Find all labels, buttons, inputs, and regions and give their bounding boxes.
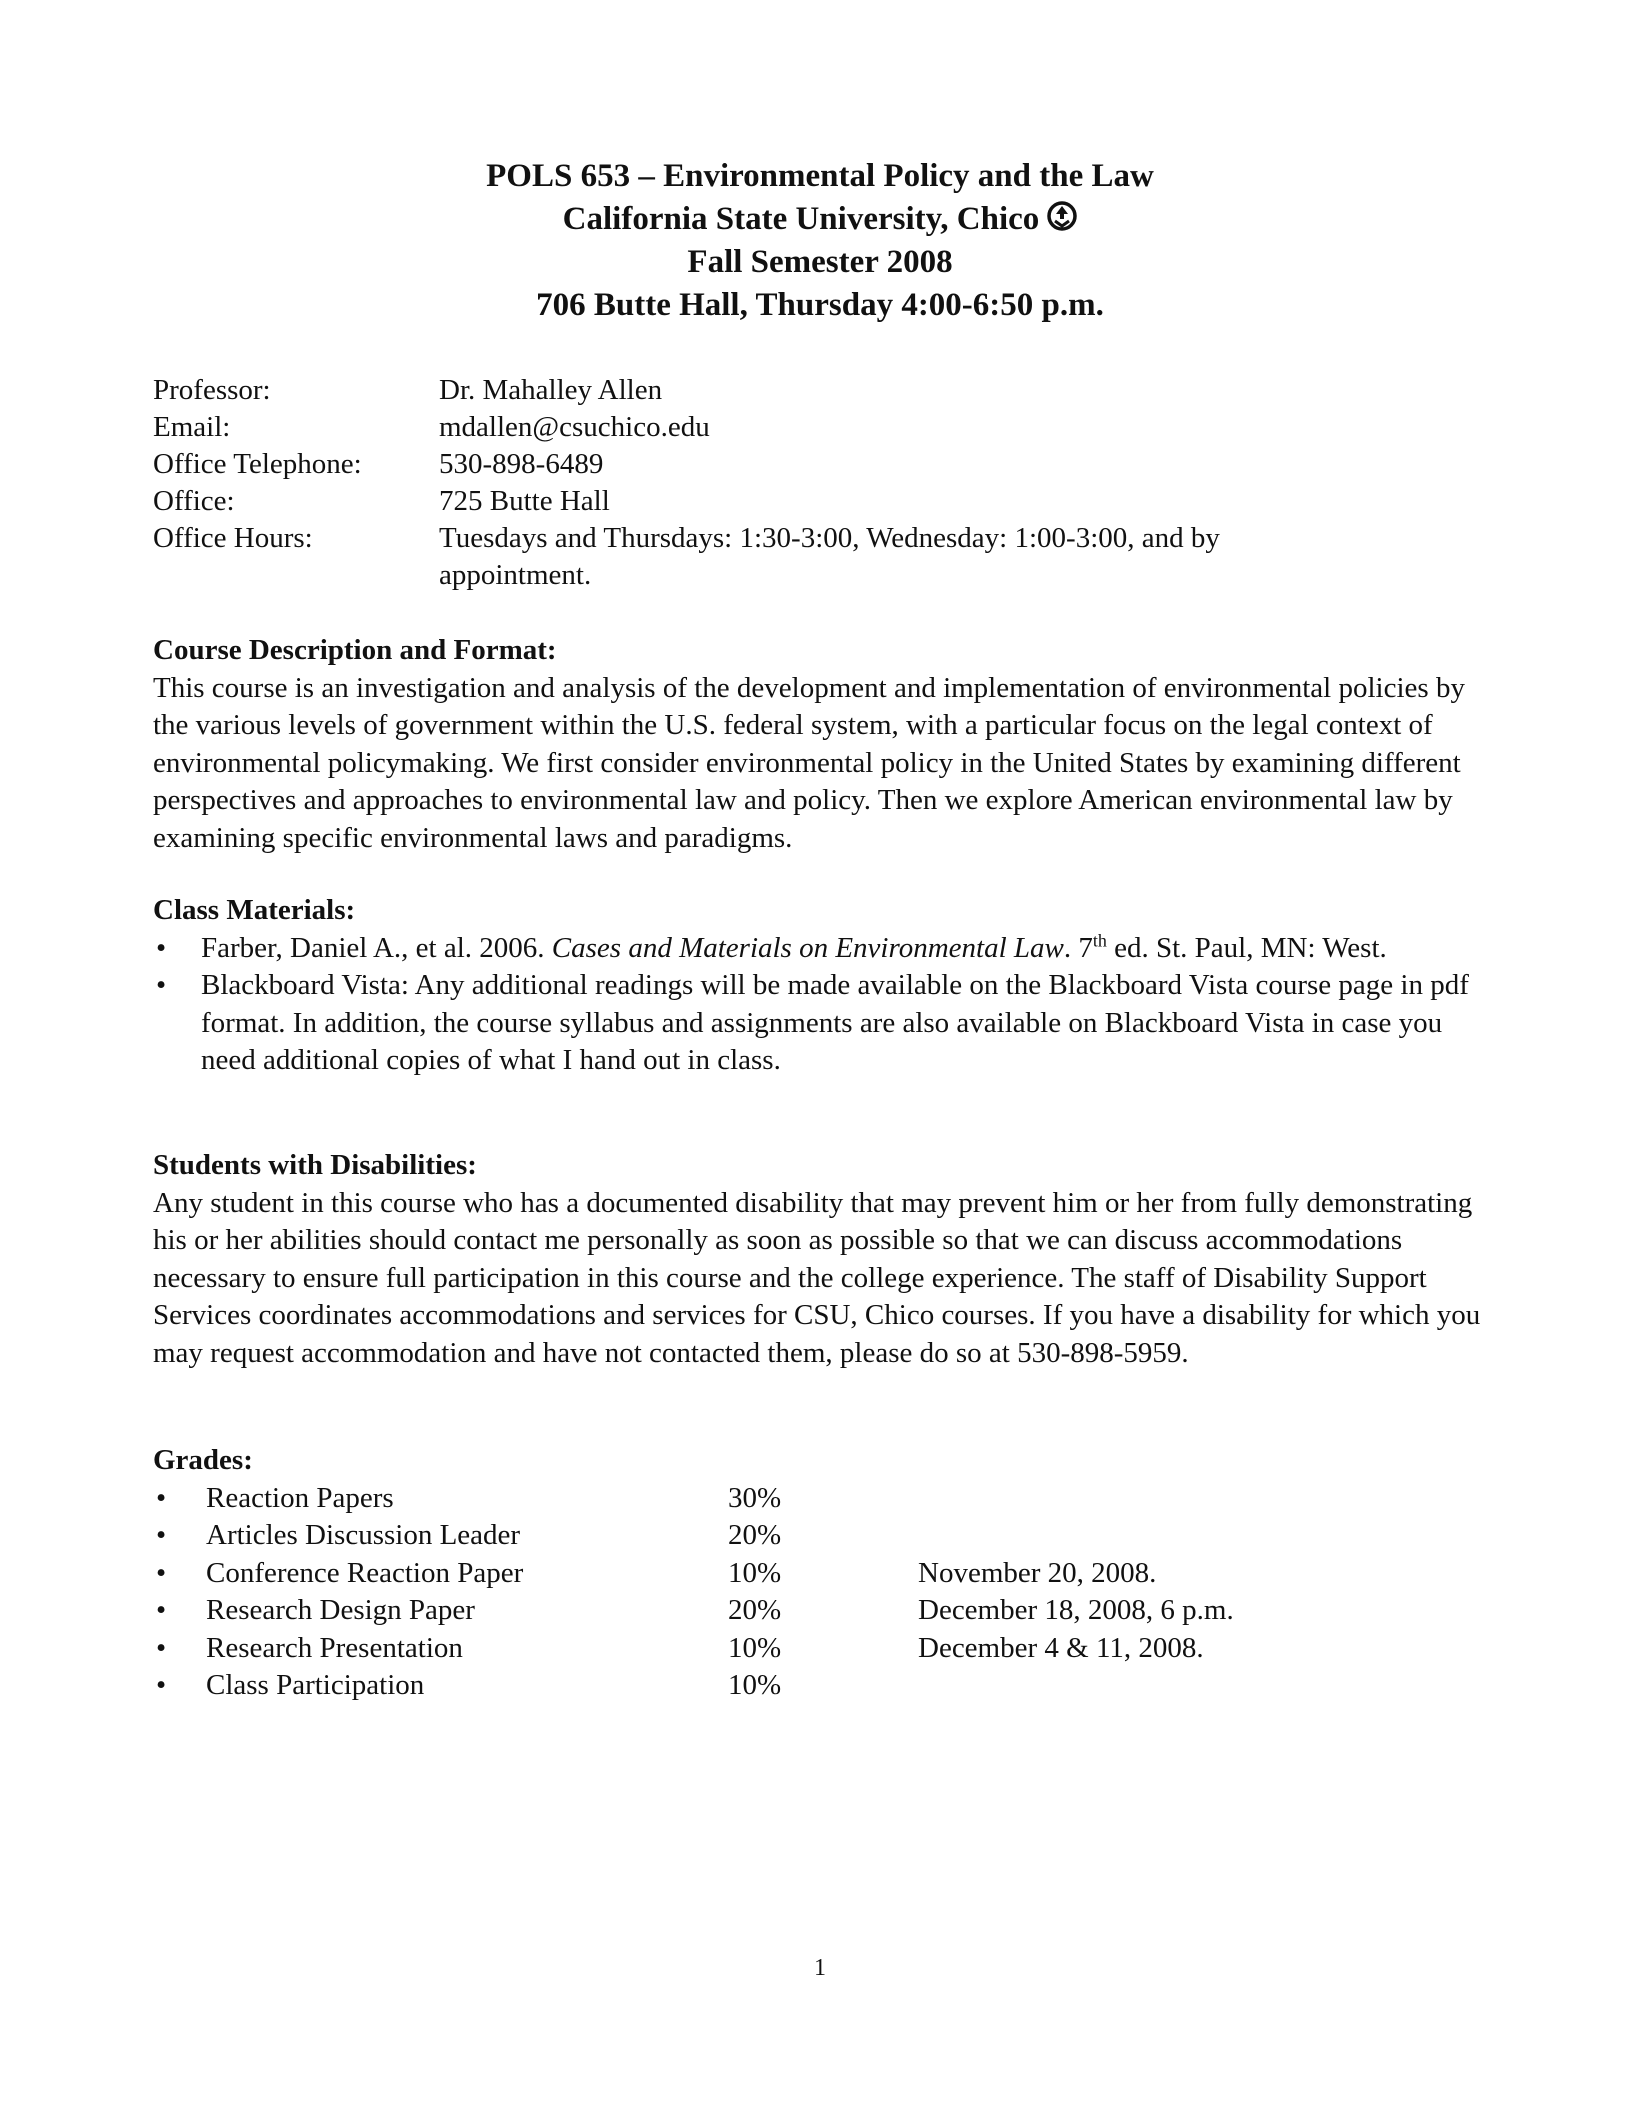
info-label: Office: <box>153 485 235 517</box>
bullet: • <box>156 1631 167 1664</box>
grade-item-date <box>918 1517 1498 1555</box>
info-value: Tuesdays and Thursdays: 1:30-3:00, Wednesday: 1:00-3:00, and by appointment. <box>439 522 1220 591</box>
info-label: Office Hours: <box>153 522 313 554</box>
section-heading: Course Description and Format: <box>153 634 557 666</box>
course-description-text: This course is an investigation and analysis of the development and implementation of environmental policies by the various levels of government within the U.S. federal system, with a particular focus on the legal context of environmental policymaking. We first consider environmental policy in the United States by examining different perspectives and approaches to environmental law and policy. Then we explore American environmental law by examining specific environmental laws and paradigms. <box>153 671 1465 854</box>
info-row-telephone <box>153 446 1493 483</box>
info-label: Office Telephone: <box>153 448 362 480</box>
grade-item-name: Research Presentation <box>206 1631 463 1664</box>
course-title: POLS 653 – Environmental Policy and the Law <box>486 158 1154 194</box>
university-line <box>0 198 1640 241</box>
citation-edition: . 7 <box>1063 931 1093 964</box>
grade-item-name: Articles Discussion Leader <box>206 1519 521 1551</box>
page-number: 1 <box>814 1955 826 1981</box>
grade-row <box>153 1667 1498 1705</box>
bullet: • <box>156 1519 167 1551</box>
grade-item-date <box>918 1667 1498 1705</box>
info-value: 530-898-6489 <box>439 448 604 480</box>
grade-item-percent: 30% <box>728 1481 782 1514</box>
disabilities-section <box>153 1147 1498 1372</box>
course-header <box>0 155 1640 327</box>
grades-table <box>153 1480 1498 1705</box>
grade-item-percent: 10% <box>728 1631 782 1664</box>
section-heading: Class Materials: <box>153 894 356 926</box>
list-item <box>153 930 1498 968</box>
info-label: Professor: <box>153 374 271 406</box>
class-materials-section <box>153 892 1498 1080</box>
edition-superscript: th <box>1092 929 1107 950</box>
bullet: • <box>156 1556 167 1589</box>
grade-row <box>153 1555 1498 1593</box>
email-value: mdallen@csuchico.edu <box>439 411 710 443</box>
recycle-icon <box>1047 201 1077 231</box>
info-value: 725 Butte Hall <box>439 485 610 517</box>
grade-item-date: December 4 & 11, 2008. <box>918 1631 1204 1664</box>
grade-item-percent: 10% <box>728 1669 782 1701</box>
book-title: Cases and Materials on Environmental Law <box>551 931 1064 964</box>
grade-item-name: Research Design Paper <box>206 1594 475 1626</box>
grade-row <box>153 1517 1498 1555</box>
info-row-professor <box>153 372 1493 409</box>
info-value: Dr. Mahalley Allen <box>439 374 663 406</box>
info-row-office <box>153 483 1493 520</box>
semester-line: Fall Semester 2008 <box>687 244 953 280</box>
bullet: • <box>156 1669 167 1701</box>
university-name: California State University, Chico <box>562 201 1040 237</box>
bullet: • <box>156 1594 167 1626</box>
section-heading: Students with Disabilities: <box>153 1149 477 1181</box>
grade-item-date: December 18, 2008, 6 p.m. <box>918 1594 1234 1626</box>
info-label: Email: <box>153 411 231 443</box>
info-row-office-hours <box>153 520 1493 594</box>
bullet: • <box>156 1481 167 1514</box>
grades-section <box>153 1442 1498 1705</box>
grade-item-percent: 20% <box>728 1519 782 1551</box>
grade-row <box>153 1480 1498 1518</box>
instructor-info <box>153 372 1493 594</box>
list-item <box>153 967 1498 1080</box>
course-description-section <box>153 632 1498 857</box>
materials-list <box>153 930 1498 1080</box>
info-row-email <box>153 409 1493 446</box>
grade-item-percent: 10% <box>728 1556 782 1589</box>
grade-item-date: November 20, 2008. <box>918 1556 1157 1589</box>
blackboard-text: Blackboard Vista: Any additional readings will be made available on the Blackboard Vista course page in pdf format. In addition, the course syllabus and assignments are also available on Blackboard Vista in case you need additional copies of what I hand out in class. <box>201 969 1469 1076</box>
section-heading: Grades: <box>153 1444 253 1476</box>
grade-item-date <box>918 1480 1498 1518</box>
grade-item-name: Class Participation <box>206 1669 425 1701</box>
bullet: • <box>156 969 167 1001</box>
disabilities-text: Any student in this course who has a documented disability that may prevent him or her from fully demonstrating his or her abilities should contact me personally as soon as possible so that we can discuss accommodations necessary to ensure full participation in this course and the college experience. The staff of Disability Support Services coordinates accommodations and services for CSU, Chico courses. If you have a disability for which you may request accommodation and have not contacted them, please do so at 530-898-5959. <box>153 1186 1481 1369</box>
grade-item-name: Conference Reaction Paper <box>206 1556 524 1589</box>
grade-item-percent: 20% <box>728 1594 782 1626</box>
citation-prefix: Farber, Daniel A., et al. 2006. <box>201 931 552 964</box>
grade-item-name: Reaction Papers <box>206 1481 394 1514</box>
bullet: • <box>156 931 167 964</box>
meeting-line: 706 Butte Hall, Thursday 4:00-6:50 p.m. <box>536 287 1104 323</box>
grade-row <box>153 1592 1498 1630</box>
grade-row <box>153 1630 1498 1668</box>
citation-suffix: ed. St. Paul, MN: West. <box>1106 931 1387 964</box>
